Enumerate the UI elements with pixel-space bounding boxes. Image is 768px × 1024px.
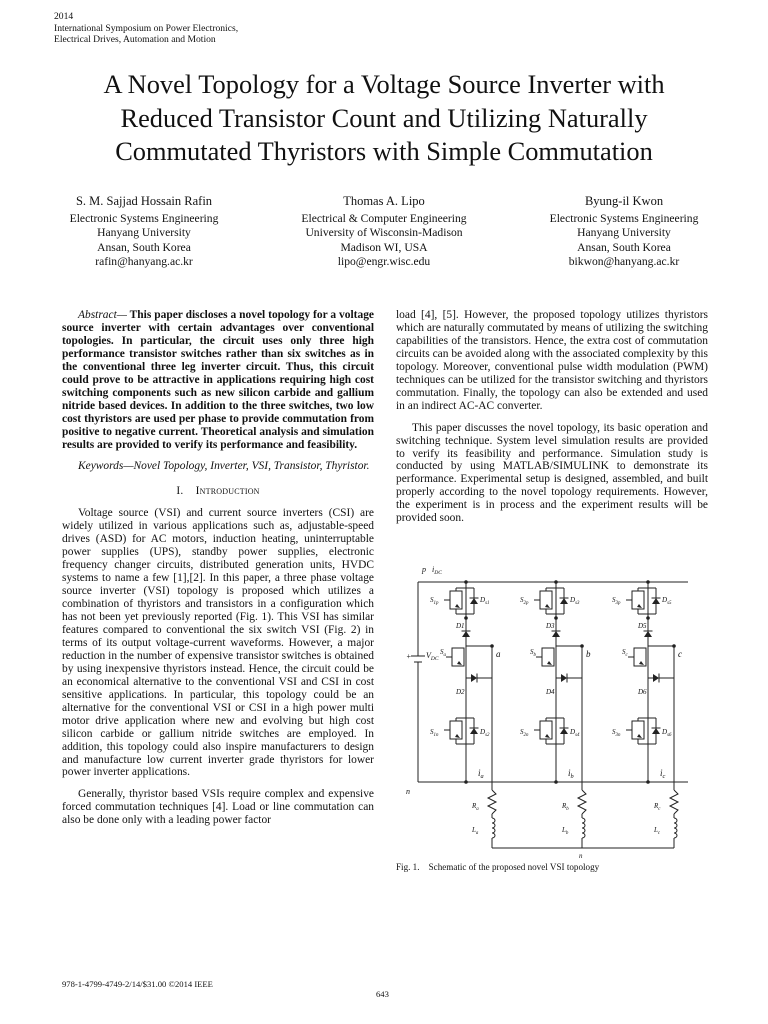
figure-schematic [396, 558, 716, 860]
load-inductor [674, 833, 677, 838]
venue-year: 2014 [54, 11, 74, 22]
freewheel-diode-upper [652, 598, 660, 604]
label-upper-switch: $S_{2p}$ [520, 596, 529, 606]
label-n: n [406, 787, 410, 796]
label-resistor: $R_c$ [654, 802, 661, 812]
label-phase-node: c [678, 649, 682, 659]
label-resistor: $R_a$ [472, 802, 479, 812]
label-phase-current: $i_a$ [478, 768, 484, 780]
label-resistor: $R_b$ [562, 802, 569, 812]
label-d-top: D1 [456, 622, 465, 630]
junction-dot [580, 644, 584, 648]
load-resistor [670, 790, 678, 814]
label-lower-switch: $S_{2n}$ [520, 728, 529, 738]
load-inductor [674, 823, 677, 828]
author-dept: Electronic Systems Engineering [69, 211, 219, 225]
label-upper-switch: $S_{3p}$ [612, 596, 621, 606]
author-place: Ansan, South Korea [97, 240, 191, 254]
load-inductor [492, 818, 495, 823]
label-phase-current: $i_b$ [568, 768, 574, 780]
load-inductor [582, 818, 585, 823]
label-middle-switch: $S_b$ [530, 648, 536, 658]
freewheel-diode-upper [560, 598, 568, 604]
label-lower-diode: $D_{s4}$ [570, 728, 580, 738]
load-resistor [488, 790, 496, 814]
thyristor-lower [653, 674, 659, 682]
label-vdc: $V_{DC}$ [426, 651, 439, 662]
label-d-bot: D4 [546, 688, 555, 696]
author-email[interactable]: bikwon@hanyang.ac.kr [568, 255, 680, 269]
label-phase-current: $i_c$ [660, 768, 666, 780]
abstract-body: This paper discloses a novel topology for a voltage source inverter with certain advantages over conventional topologies. In particular, the circuit uses only three high performance transistor switches rather than six switches as in the conventional three leg inverter circuit. Thus, this circuit could prove to be attractive in applications requiring high cost switching components such as new silicon carbide and gallium nitride based devices. In addition to the three switches, two low cost thyristors are used per phase to provide commutation from positive to negative current. Theoretical analysis and simulation results are provided to verify its performance and feasibility. [62, 309, 374, 451]
load-inductor [582, 833, 585, 838]
thyristor-lower [471, 674, 477, 682]
abstract-lead: Abstract— [78, 309, 127, 321]
freewheel-diode-lower [560, 728, 568, 734]
section-title: Introduction [195, 485, 260, 498]
junction-dot [646, 616, 650, 620]
load-inductor [492, 823, 495, 828]
title-line-1: A Novel Topology for a Voltage Source Inverter with [103, 69, 665, 99]
thyristor-lower [561, 674, 567, 682]
label-middle-switch: $S_a$ [440, 648, 446, 658]
thyristor-upper [644, 631, 652, 637]
author-dept: Electrical & Computer Engineering [301, 211, 467, 225]
author-org: University of Wisconsin-Madison [305, 226, 463, 240]
left-column [62, 309, 374, 836]
venue-line-2: Electrical Drives, Automation and Motion [54, 34, 216, 46]
author-place: Madison WI, USA [340, 240, 428, 254]
label-inductor: $L_a$ [472, 826, 479, 836]
dc-source-gap [410, 656, 426, 662]
label-plus: + [406, 652, 412, 661]
load-inductor [674, 828, 677, 833]
title-line-2: Reduced Transistor Count and Utilizing Naturally [120, 102, 648, 133]
label-inductor: $L_b$ [562, 826, 569, 836]
abstract [62, 309, 374, 451]
caption-number: Fig. 1. [396, 862, 420, 872]
junction-dot [464, 580, 468, 584]
venue-block [54, 11, 238, 46]
load-inductor [492, 833, 495, 838]
label-neutral-n: n [579, 852, 583, 860]
label-upper-switch: $S_{1p}$ [430, 596, 439, 606]
label-idc: $i_{DC}$ [432, 565, 443, 576]
label-lower-diode: $D_{s6}$ [662, 728, 672, 738]
intro-paragraph-2: Generally, thyristor based VSIs require complex and expensive forced commutation techniques [4]. Load or line commutation can also be done only with a leading power factor [62, 788, 374, 827]
label-upper-diode: $D_{s5}$ [662, 596, 672, 606]
junction-dot [646, 780, 650, 784]
section-number: I. [176, 485, 184, 498]
author-email[interactable]: rafin@hanyang.ac.kr [95, 255, 193, 269]
author-org: Hanyang University [577, 226, 671, 240]
label-phase-node: a [496, 649, 501, 659]
label-inductor: $L_c$ [654, 826, 661, 836]
label-phase-node: b [586, 649, 591, 659]
load-resistor [578, 790, 586, 814]
right-paragraph-2: This paper discusses the novel topology, its basic operation and switching technique. System level simulation results are provided to verify its feasibility and performance. Simulation study is conducted by using MATLAB/SIMULINK to demonstrate its performance. Experimental setup is designed, assembled, and built properly according to the novel topology requirements. However, the experiment is in process and the experiment results will be provided soon. [396, 421, 708, 525]
page-number: 643 [376, 989, 389, 999]
label-d-top: D5 [638, 622, 647, 630]
thyristor-upper [462, 631, 470, 637]
author-block-2 [264, 194, 504, 270]
label-upper-diode: $D_{s1}$ [480, 596, 490, 606]
author-name: Thomas A. Lipo [343, 194, 425, 208]
load-inductor [582, 823, 585, 828]
junction-dot [554, 580, 558, 584]
label-middle-switch: $S_c$ [622, 648, 628, 658]
label-lower-switch: $S_{3n}$ [612, 728, 621, 738]
junction-dot [646, 580, 650, 584]
junction-dot [554, 616, 558, 620]
freewheel-diode-upper [470, 598, 478, 604]
junction-dot [490, 644, 494, 648]
label-d-bot: D2 [456, 688, 465, 696]
author-org: Hanyang University [97, 226, 191, 240]
junction-dot [464, 780, 468, 784]
author-block-1 [24, 194, 264, 270]
label-upper-diode: $D_{s3}$ [570, 596, 580, 606]
author-email[interactable]: lipo@engr.wisc.edu [337, 255, 431, 269]
label-p: p [422, 565, 426, 574]
circuit-schematic [396, 558, 716, 860]
label-lower-switch: $S_{1n}$ [430, 728, 439, 738]
venue-line-1: International Symposium on Power Electronics, [54, 22, 239, 34]
right-paragraph-1: load [4], [5]. However, the proposed topology utilizes thyristors which are naturally commutated by means of utilizing the switching capabilities of the transistors. Hence, the extra cost of commutation circuits can be avoided along with the associated complexity by this topology. Moreover, conventional pulse width modulation (PWM) techniques can be utilized for the transistor switching and thyristors commutation. Finally, the topology can also be extended and used in an indirect AC-AC converter. [396, 309, 708, 412]
right-column [396, 309, 708, 534]
title-line-3: Commutated Thyristors with Simple Commutation [115, 136, 653, 166]
load-inductor [582, 828, 585, 833]
paper-title [20, 68, 748, 169]
load-inductor [492, 828, 495, 833]
author-name: S. M. Sajjad Hossain Rafin [75, 194, 213, 208]
thyristor-upper [552, 631, 560, 637]
keywords: Keywords—Novel Topology, Inverter, VSI, Transistor, Thyristor. [78, 460, 370, 473]
author-name: Byung-il Kwon [584, 194, 664, 208]
junction-dot [672, 644, 676, 648]
label-lower-diode: $D_{s2}$ [480, 728, 490, 738]
footer-isbn: 978-1-4799-4749-2/14/$31.00 ©2014 IEEE [62, 979, 213, 989]
author-block-3 [504, 194, 744, 270]
load-inductor [674, 818, 677, 823]
label-d-bot: D6 [638, 688, 647, 696]
freewheel-diode-lower [652, 728, 660, 734]
caption-text: Schematic of the proposed novel VSI topology [428, 862, 600, 872]
section-heading [62, 485, 374, 498]
freewheel-diode-lower [470, 728, 478, 734]
author-dept: Electronic Systems Engineering [549, 211, 699, 225]
junction-dot [464, 616, 468, 620]
author-place: Ansan, South Korea [577, 240, 671, 254]
intro-paragraph-1: Voltage source (VSI) and current source inverters (CSI) are widely utilized in various applications such as, adjustable-speed drives (ASD) for AC motors, induction heating, uninterruptable power supplies (UPS), standby power supplies, electronic frequency changer circuits, distributed generation units, HVDC systems to name a few [1],[2]. In this paper, a three phase voltage source inverter (VSI) topology is proposed which utilizes a combination of thyristors and transistors in a configuration which has not been yet previously reported (Fig. 1). This VSI has similar features compared to conventional the six switch VSI (Fig. 2) in terms of its output voltage-current waveforms. However, a major reduction in the number of expensive transistor switches is obtained by using inexpensive thyristors instead. Hence, the circuit could be an economical alternative to the conventional VSI and CSI in cost sensitive applications. In particular, this topology could be an alternative for the conventional VSI or CSI in a high power multi motor drive application where new and evolving but high cost silicon carbide or gallium nitride switches are employed. In addition, this topology could also inspire manufacturers to design and manufacture low current inverter grade thyristors for lower power inverter applications. [62, 507, 374, 779]
junction-dot [554, 780, 558, 784]
figure-caption [396, 862, 599, 872]
label-d-top: D3 [546, 622, 555, 630]
